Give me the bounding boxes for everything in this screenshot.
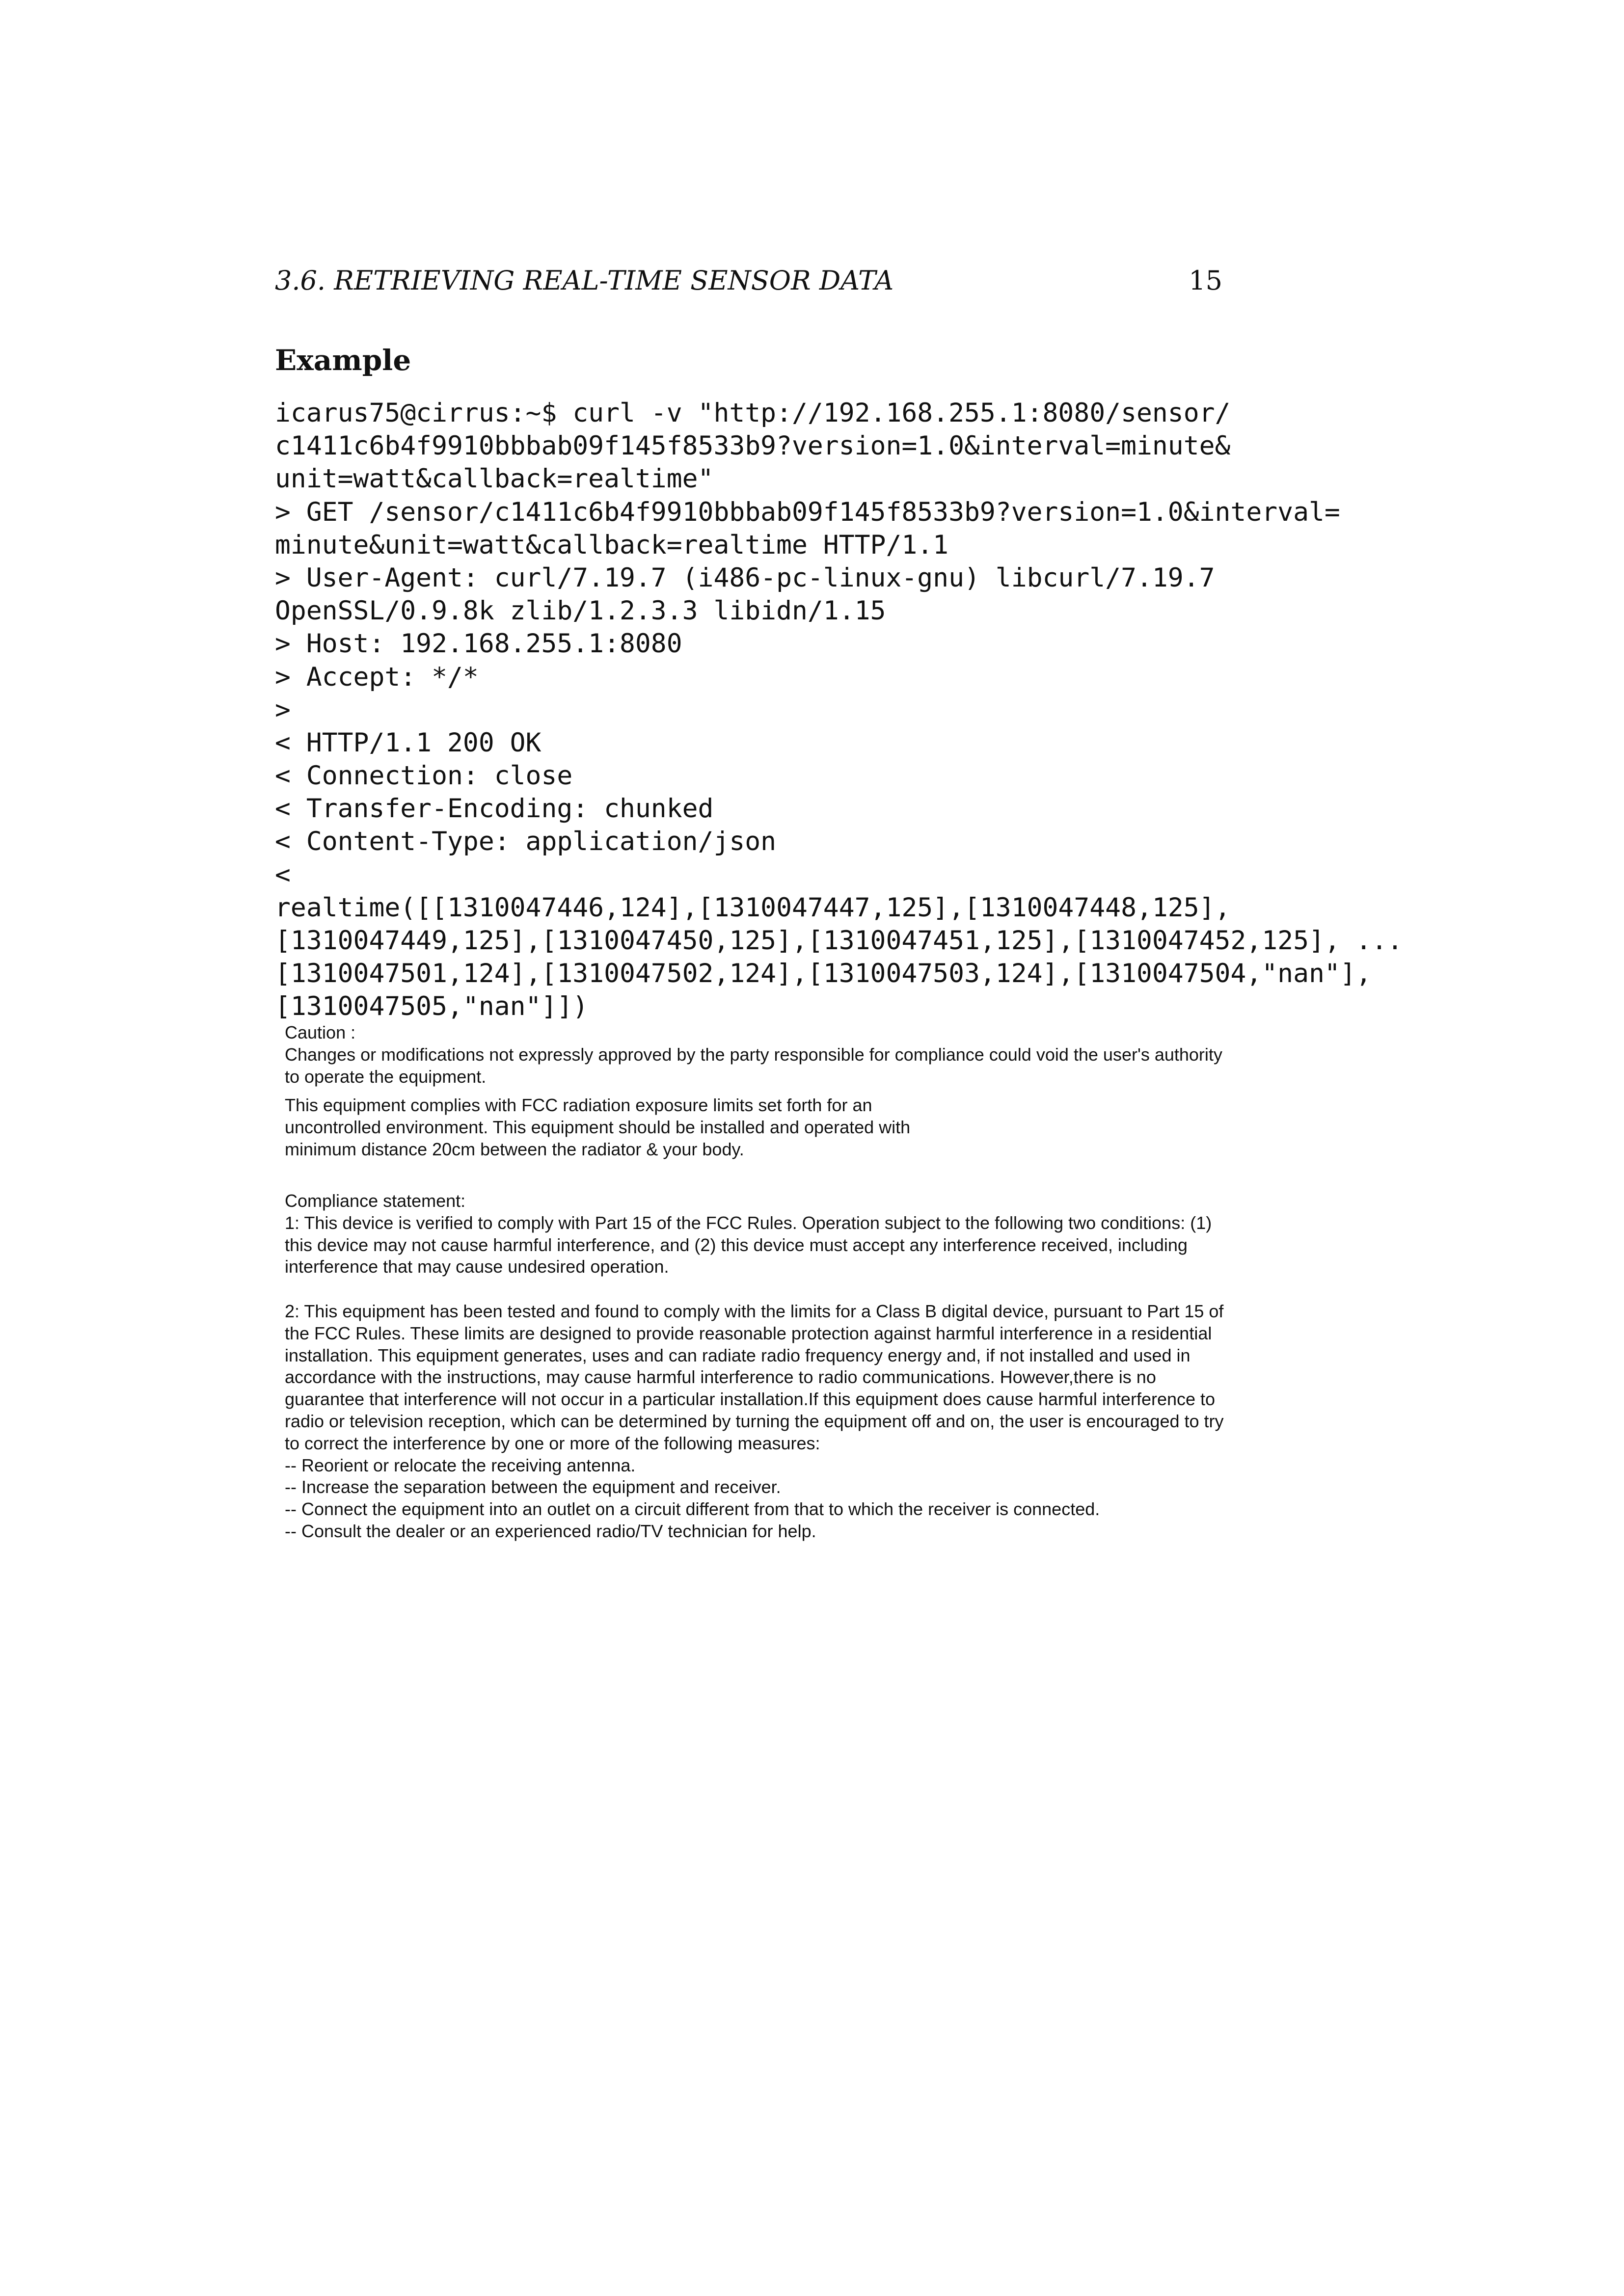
running-title: 3.6. RETRIEVING REAL-TIME SENSOR DATA	[275, 265, 894, 296]
notice-line: interference that may cause undesired operation.	[285, 1256, 669, 1277]
code-line: < Transfer-Encoding: chunked	[275, 794, 714, 824]
compliance-statement	[285, 1190, 1296, 1278]
notice-line: minimum distance 20cm between the radiator & your body.	[285, 1139, 744, 1159]
code-line: [1310047501,124],[1310047502,124],[1310047503,124],[1310047504,"nan"],	[275, 959, 1372, 989]
notice-line: accordance with the instructions, may cause harmful interference to radio communications. However,there is no	[285, 1367, 1156, 1388]
notice-line: radio or television reception, which can be determined by turning the equipment off and on, the user is encouraged to try	[285, 1411, 1224, 1431]
code-line: < HTTP/1.1 200 OK	[275, 727, 541, 758]
notice-line: this device may not cause harmful interference, and (2) this device must accept any interference received, including	[285, 1234, 1188, 1255]
compliance-heading: Compliance statement:	[285, 1191, 466, 1211]
notice-line: 2: This equipment has been tested and found to comply with the limits for a Class B digital device, pursuant to Part 15 of	[285, 1301, 1224, 1321]
notice-line: 1: This device is verified to comply with Part 15 of the FCC Rules. Operation subject to the following two conditions: (1)	[285, 1212, 1212, 1233]
code-line: <	[275, 859, 291, 890]
code-line: < Connection: close	[275, 761, 573, 791]
code-line: [1310047505,"nan"]])	[275, 991, 589, 1022]
notice-line: installation. This equipment generates, uses and can radiate radio frequency energy and, if not installed and used in	[285, 1345, 1191, 1365]
code-listing	[275, 397, 1403, 1023]
code-line: icarus75@cirrus:~$ curl -v "http://192.168.255.1:8080/sensor/	[275, 398, 1231, 428]
class-b-statement	[285, 1301, 1296, 1543]
caution-notice	[285, 1022, 1296, 1088]
code-line: minute&unit=watt&callback=realtime HTTP/1.1	[275, 530, 949, 560]
code-line: < Content-Type: application/json	[275, 827, 777, 857]
code-line: [1310047449,125],[1310047450,125],[1310047451,125],[1310047452,125], ...	[275, 926, 1403, 956]
notice-line: to operate the equipment.	[285, 1066, 487, 1087]
measure-item: -- Consult the dealer or an experienced radio/TV technician for help.	[285, 1521, 816, 1541]
section-heading: Example	[275, 344, 411, 377]
measure-item: -- Reorient or relocate the receiving antenna.	[285, 1455, 636, 1475]
running-header	[275, 265, 1222, 304]
notice-line: guarantee that interference will not occur in a particular installation.If this equipment does cause harmful interference to	[285, 1389, 1216, 1410]
code-line: unit=watt&callback=realtime"	[275, 464, 714, 494]
notice-line: uncontrolled environment. This equipment should be installed and operated with	[285, 1117, 911, 1137]
code-line: OpenSSL/0.9.8k zlib/1.2.3.3 libidn/1.15	[275, 596, 886, 626]
notice-line: to correct the interference by one or more of the following measures:	[285, 1433, 820, 1453]
caution-heading: Caution :	[285, 1022, 356, 1042]
notice-line: This equipment complies with FCC radiation exposure limits set forth for an	[285, 1095, 872, 1115]
code-line: > Accept: */*	[275, 662, 479, 692]
notice-line: the FCC Rules. These limits are designed to provide reasonable protection against harmful interference in a residential	[285, 1323, 1212, 1343]
code-line: > GET /sensor/c1411c6b4f9910bbbab09f145f8533b9?version=1.0&interval=	[275, 497, 1340, 527]
measure-item: -- Connect the equipment into an outlet on a circuit different from that to which the receiver is connected.	[285, 1499, 1100, 1520]
page-number: 15	[1189, 265, 1222, 296]
fcc-exposure-notice	[285, 1095, 1296, 1160]
code-line: realtime([[1310047446,124],[1310047447,125],[1310047448,125],	[275, 892, 1231, 923]
measure-item: -- Increase the separation between the equipment and receiver.	[285, 1477, 781, 1497]
code-line: >	[275, 694, 291, 725]
notice-line: Changes or modifications not expressly approved by the party responsible for compliance could void the user's authority	[285, 1044, 1222, 1065]
code-line: c1411c6b4f9910bbbab09f145f8533b9?version=1.0&interval=minute&	[275, 431, 1231, 461]
code-line: > Host: 192.168.255.1:8080	[275, 629, 682, 659]
code-line: > User-Agent: curl/7.19.7 (i486-pc-linux-gnu) libcurl/7.19.7	[275, 562, 1215, 593]
